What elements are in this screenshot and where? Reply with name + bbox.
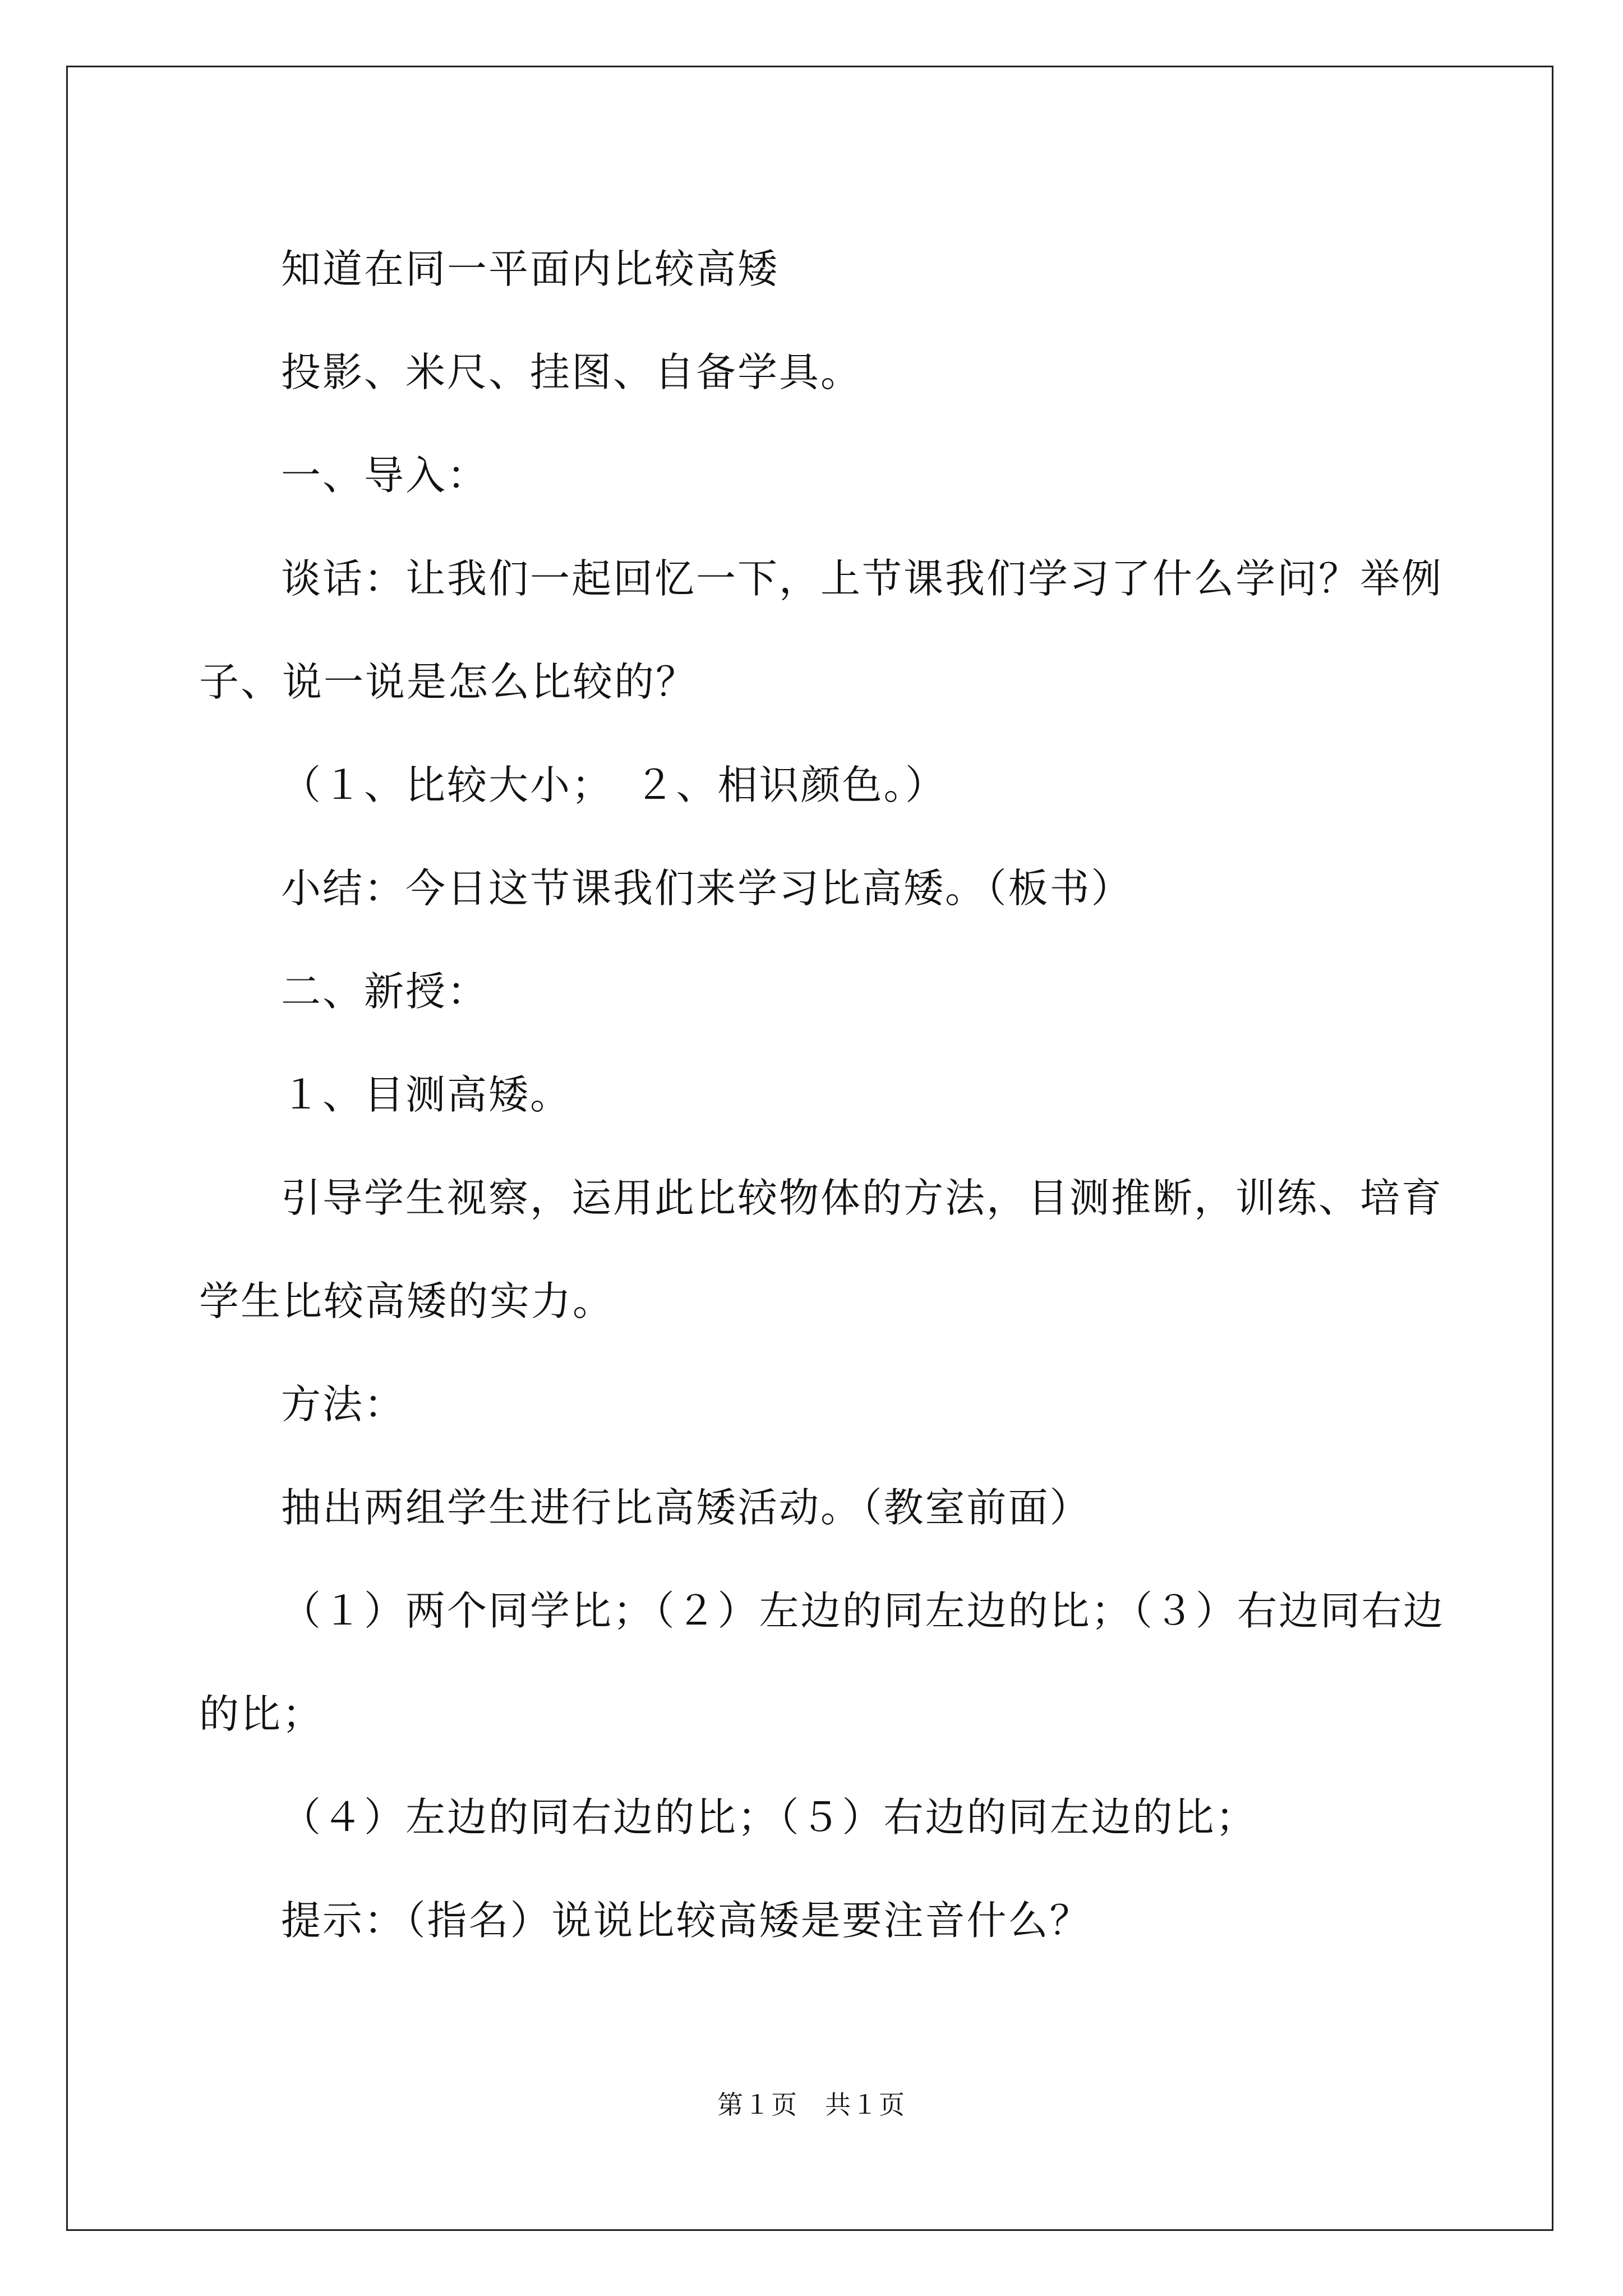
- text-line: （４）左边的同右边的比；（５）右边的同左边的比；: [281, 1794, 1257, 1841]
- text-line: 子、说一说是怎么比较的？: [199, 659, 698, 705]
- text-line: 方法：: [281, 1381, 406, 1428]
- text-line: 知道在同一平面内比较高矮: [281, 246, 780, 292]
- text-line: 二、新授：: [281, 968, 489, 1015]
- text-line: 学生比较高矮的实力。: [199, 1278, 615, 1324]
- text-line: 一、导入：: [281, 452, 489, 499]
- text-line: 提示：（指名）说说比较高矮是要注音什么？: [281, 1897, 1091, 1944]
- section-heading: [199, 940, 1433, 1043]
- paragraph: [199, 321, 1433, 424]
- paragraph: [199, 1147, 1444, 1353]
- text-line: 的比；: [199, 1691, 324, 1737]
- paragraph: [199, 837, 1433, 940]
- text-line: （１）两个同学比；（２）左边的同左边的比；（３）右边同右边: [281, 1588, 1445, 1634]
- paragraph: [199, 527, 1444, 734]
- paragraph: [199, 734, 1433, 837]
- section-heading: [199, 424, 1433, 527]
- text-line: 小结：今日这节课我们来学习比高矮。（板书）: [281, 865, 1133, 912]
- text-line: 谈话：让我们一起回忆一下，上节课我们学习了什么学问？举例: [281, 555, 1444, 602]
- paragraph: [199, 1559, 1445, 1766]
- text-line: １、目测高矮。: [281, 1071, 572, 1118]
- text-line: 投影、米尺、挂图、自备学具。: [281, 349, 863, 395]
- page-footer: 第１页 共１页: [717, 2090, 906, 2120]
- paragraph: [199, 218, 1433, 321]
- paragraph: [199, 1353, 1433, 1456]
- paragraph: [199, 1766, 1433, 1869]
- paragraph: [199, 1043, 1433, 1147]
- text-line: 抽出两组学生进行比高矮活动。（教室前面）: [281, 1484, 1091, 1531]
- text-line: 引导学生视察，运用此比较物体的方法，目测推断，训练、培育: [281, 1175, 1444, 1221]
- text-line: （１、比较大小； ２、相识颜色。）: [281, 762, 947, 808]
- document-body: [199, 218, 1445, 1972]
- paragraph: [199, 1869, 1433, 1972]
- paragraph: [199, 1456, 1433, 1559]
